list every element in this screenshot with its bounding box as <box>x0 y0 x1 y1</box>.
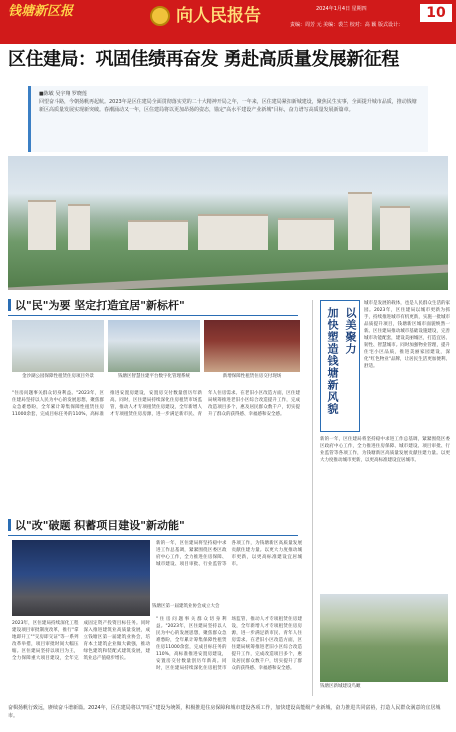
photo-aerial-town <box>320 594 448 682</box>
right-column-body-lower: 新的一年，区住建局将坚持稳中求进工作总基调，紧紧围绕区委区政府中心工作，全力推进住房保障、城市建设、项目审批、行业监管等各项工作，为钱塘新区高质量发展贡献住建力量。以更大力度推动城市更新，以更高标准建设宜居城市。 <box>320 437 450 463</box>
section-heading-people <box>8 298 185 314</box>
photo-caption: 新增保障性租赁住房交付现场 <box>222 374 282 379</box>
side-heading-line1: 以美聚力 <box>344 307 357 355</box>
section-divider <box>8 535 298 536</box>
photo-building <box>68 204 90 250</box>
section-heading-text: 以"改"破题 积蓄项目建设"新动能" <box>15 519 185 532</box>
side-heading-box <box>320 300 360 432</box>
newspaper-header <box>0 0 456 44</box>
issue-date: 2024年1月4日 星期四 <box>316 6 367 12</box>
photo-building <box>278 218 334 250</box>
photo-building <box>348 192 372 250</box>
photo-building <box>198 214 268 250</box>
photo-road <box>8 264 448 290</box>
photo-building <box>380 206 410 250</box>
photo-apartment-towers <box>108 320 200 372</box>
photo-conference-group <box>12 540 150 616</box>
section2-body-c: "住房问题事关群众切身利益。"2023年，区住建局坚持以人民为中心的发展思想，聚焦群众急难愁盼，全年累计筹集保障性租赁住房11000余套，完成目标任务的110%，高标准推进安置房建设，安置房交付数量创历年新高。同时，区住建局持续深化住房租赁市场监管，推动人才专项租赁住房建设，全年新增人才专项租赁住房房源，进一步满足新市民、青年人住房需求。在老旧小区改造方面，区住建局统筹推进老旧小区综合改造提升工作，完成改造项目多个，惠及居民群众数千户，切实提升了群众的获得感、幸福感和安全感。 <box>156 617 302 671</box>
section-title: 向人民报告 <box>176 6 261 26</box>
side-heading-line2: 加快塑造钱塘新风貌 <box>326 307 339 415</box>
author-line: ■陈敏 吴宇翔 罗晓莲 <box>39 91 87 97</box>
section2-body-a: 2023年，区住建局持续深化工程建设项目审批制度改革，推行"拿地即开工""交房即交证"等一系列改革举措，项目审批时间大幅压缩。区住建局坚持以项目为王，全力保障重大项目建设，全年完成固定资产投资目标任务。同时深入推进建筑业高质量发展，成立钱塘区第一届建筑业协会，培育本土建筑企业做大做强，推动绿色建筑和装配式建筑发展，建筑业总产值稳步增长。 <box>12 621 150 661</box>
section-heading-reform <box>8 518 185 534</box>
section2-body-b: 新的一年，区住建局将坚持稳中求进工作总基调，紧紧围绕区委区政府中心工作，全力推进住房保障、城市建设、项目审批、行业监管等各项工作，为钱塘新区高质量发展贡献住建力量。以更大力度推动城市更新，以更高标准建设宜居城市。 <box>156 541 302 567</box>
section-heading-text: 以"民"为要 坚定打造宜居"新标杆" <box>15 299 185 312</box>
newspaper-brand: 钱塘新区报 <box>8 4 74 19</box>
section-divider <box>8 315 298 316</box>
main-headline: 区住建局：巩固佳绩再奋发 勇赴高质量发展新征程 <box>8 49 399 70</box>
lead-block <box>28 86 428 152</box>
heading-accent-bar <box>8 519 11 531</box>
photo-caption: 钱塘区第一届建筑业协会成立大会 <box>152 604 220 609</box>
closing-paragraph: 奋楫扬帆行致远，赓续奋斗谱新篇。2024年，区住建局将以"四区"建设为统领，积极推进住房保障和城市建设各项工作，加快建设高能级产业新城，奋力推进共同富裕，打造人民群众满意的宜居城市。 <box>8 705 441 719</box>
national-emblem-icon <box>150 6 170 26</box>
right-column-body: 城市是发展的载体，也是人民群众生活的家园。2023年，区住建局以城市更新为抓手，持续推进城市有机更新，实施一批城市品质提升项目，钱塘新区城市面貌焕然一新。区住建局推动城市基础设施建设，完善城市功能配套，建设美丽城区，打造宜居、韧性、智慧城市。同时加强物业管理，提升住宅小区品质，推进美丽家园建设，深化"红色物业"品牌，让居民生活更加便利、舒适。 <box>364 301 450 369</box>
photo-community-street <box>12 320 104 372</box>
photo-building <box>28 200 56 250</box>
page-number: 10 <box>420 4 452 22</box>
editor-credits: 责编：周芳 元 美编：裘兰 校对：高 颖 版式设计： <box>290 22 403 28</box>
lead-paragraph: 回望奋斗路，今朝扬帆再起航。2023年是区住建局全面贯彻落实党的二十大精神开局之年，一年来，区住建局紧扣新城建设，聚焦民生实事，全面提升城市品质，推动钱塘新区高质量发展实现新突破。春潮涌动又一年，区住建局将以更加昂扬的姿态，锚定"高水平建设产业新城"目标，奋力谱写高质量发展新篇章。 <box>39 99 417 113</box>
photo-caption: 金沙湖公园保障性租赁住房项目外景 <box>22 374 94 379</box>
heading-accent-bar <box>8 299 11 311</box>
section1-body: "住房问题事关群众切身利益。"2023年，区住建局坚持以人民为中心的发展思想，聚焦群众急难愁盼，全年累计筹集保障性租赁住房11000余套，完成目标任务的110%，高标准推进安置房建设，安置房交付数量创历年新高。同时，区住建局持续深化住房租赁市场监管，推动人才专项租赁住房建设，全年新增人才专项租赁住房房源，进一步满足新市民、青年人住房需求。在老旧小区改造方面，区住建局统筹推进老旧小区综合改造提升工作，完成改造项目多个，惠及居民群众数千户，切实提升了群众的获得感、幸福感和安全感。 <box>12 391 300 417</box>
photo-residents-meeting <box>204 320 300 372</box>
photo-caption: 钱塘区智慧住建平台数字化管理系统 <box>118 374 190 379</box>
hero-photo-residential-area <box>8 156 448 290</box>
photo-caption: 钱塘区新城建设鸟瞰 <box>320 684 361 689</box>
column-separator <box>312 300 313 696</box>
photo-building <box>128 220 188 250</box>
